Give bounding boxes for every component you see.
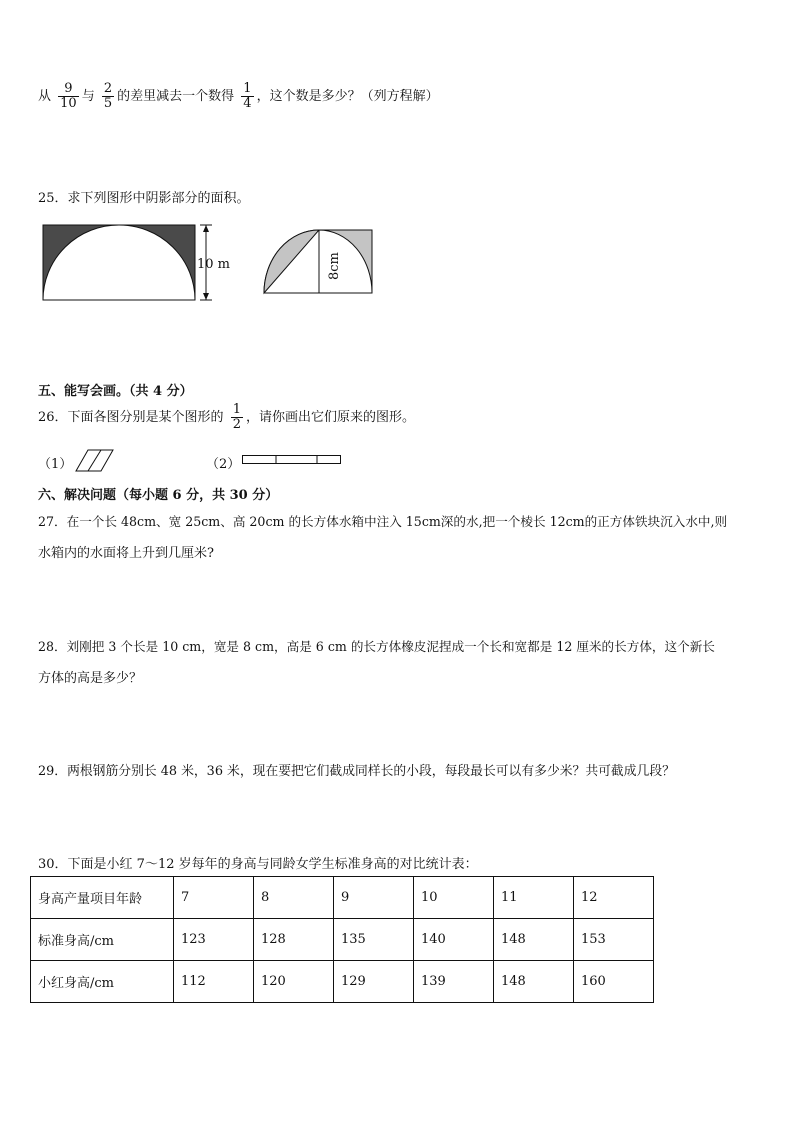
bar-shape bbox=[243, 456, 341, 464]
q26-text-after: ，请你画出它们原来的图形。 bbox=[245, 410, 415, 425]
q26-text-before: 26．下面各图分别是某个图形的 bbox=[38, 410, 224, 425]
table-cell: 9 bbox=[334, 877, 414, 919]
q24-prefix: 从 bbox=[38, 89, 52, 104]
fig1-dim-label: 10 m bbox=[197, 257, 231, 272]
table-row bbox=[31, 877, 654, 919]
table-cell: 120 bbox=[254, 961, 334, 1003]
fig1-arrow-bottom bbox=[203, 293, 209, 300]
question-27-line-1: 27．在一个长 48cm、宽 25cm、高 20cm 的长方体水箱中注入 15cm深的水,把一个棱长 12cm的正方体铁块沉入水中,则 bbox=[38, 514, 728, 529]
table-cell: 112 bbox=[174, 961, 254, 1003]
question-27-line-2: 水箱内的水面将上升到几厘米? bbox=[38, 546, 214, 561]
table-row bbox=[31, 919, 654, 961]
question-26 bbox=[38, 398, 415, 438]
section-6-heading: 六、解决问题（每小题 6 分，共 30 分） bbox=[38, 488, 279, 503]
figure-quarter-circles bbox=[262, 228, 377, 298]
fig2-label: 8cm bbox=[327, 252, 342, 280]
q24-mid: 与 bbox=[81, 89, 95, 104]
q26-shape-2-bar bbox=[242, 455, 342, 465]
question-25-title: 25．求下列图形中阴影部分的面积。 bbox=[38, 191, 250, 206]
table-cell: 148 bbox=[494, 961, 574, 1003]
fraction-9-10: $\frac{9}{10}$ bbox=[60, 81, 77, 111]
fraction-2-5: $\frac{2}{5}$ bbox=[103, 81, 113, 111]
question-28-line-2: 方体的高是多少？ bbox=[38, 671, 143, 686]
table-cell: 148 bbox=[494, 919, 574, 961]
q24-text2: 的差里减去一个数得 bbox=[117, 89, 235, 104]
table-row bbox=[31, 961, 654, 1003]
q26-label-2: （2） bbox=[206, 457, 241, 472]
question-30-title: 30．下面是小红 7～12 岁每年的身高与同龄女学生标准身高的对比统计表： bbox=[38, 857, 478, 872]
fraction-1-2: $\frac{1}{2}$ bbox=[232, 402, 241, 432]
table-cell: 12 bbox=[574, 877, 654, 919]
table-cell: 160 bbox=[574, 961, 654, 1003]
q26-label-1: （1） bbox=[38, 457, 73, 472]
table-cell: 139 bbox=[414, 961, 494, 1003]
question-28-line-1: 28．刘刚把 3 个长是 10 cm，宽是 8 cm，高是 6 cm 的长方体橡皮泥捏成一个长和宽都是 12 厘米的长方体，这个新长 bbox=[38, 639, 715, 654]
table-header-cell: 小红身高/cm bbox=[31, 961, 174, 1003]
q26-shape-1-parallelogram bbox=[76, 448, 116, 473]
q24-text3: ，这个数是多少？（列方程解） bbox=[256, 89, 439, 104]
table-cell: 140 bbox=[414, 919, 494, 961]
table-cell: 11 bbox=[494, 877, 574, 919]
table-cell: 129 bbox=[334, 961, 414, 1003]
fraction-1-4: $\frac{1}{4}$ bbox=[243, 81, 252, 111]
table-cell: 153 bbox=[574, 919, 654, 961]
table-cell: 128 bbox=[254, 919, 334, 961]
table-cell: 123 bbox=[174, 919, 254, 961]
height-comparison-table bbox=[30, 876, 654, 1003]
section-5-heading: 五、能写会画。（共 4 分） bbox=[38, 384, 193, 399]
table-cell: 10 bbox=[414, 877, 494, 919]
question-24 bbox=[38, 80, 439, 114]
table-cell: 7 bbox=[174, 877, 254, 919]
fig1-arrow-top bbox=[203, 225, 209, 232]
figure-semicircle-in-rectangle bbox=[40, 222, 240, 304]
table-cell: 135 bbox=[334, 919, 414, 961]
question-29: 29．两根钢筋分别长 48 米，36 米，现在要把它们截成同样长的小段，每段最长可以有多少米？共可截成几段？ bbox=[38, 764, 675, 779]
table-cell: 8 bbox=[254, 877, 334, 919]
table-header-cell: 标准身高/cm bbox=[31, 919, 174, 961]
table-header-cell: 身高产量项目年龄 bbox=[31, 877, 174, 919]
